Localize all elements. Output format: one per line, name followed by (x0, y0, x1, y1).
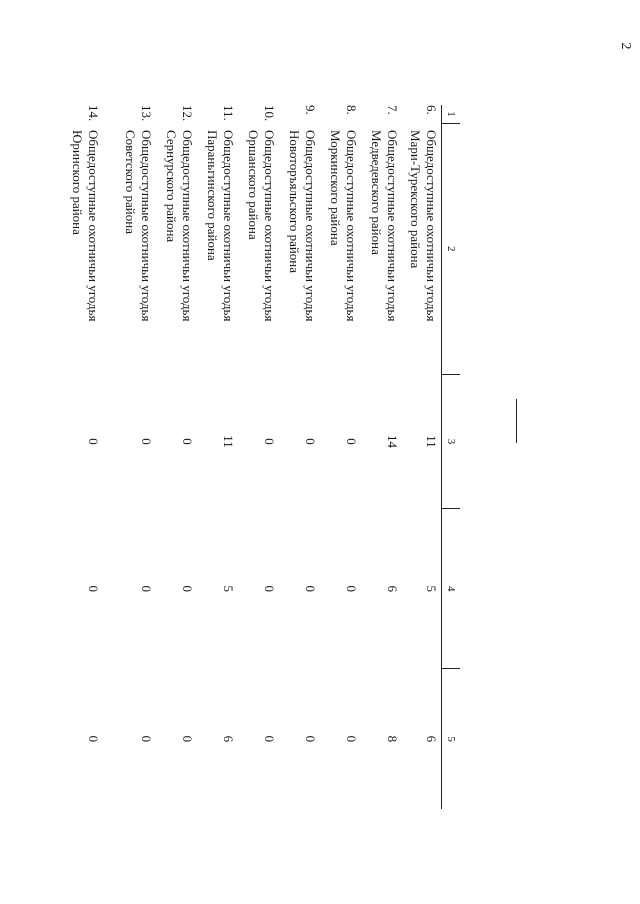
row-name-line1: Общедоступные охотничьи угодья (139, 130, 154, 322)
row-col-5-value: 6 (424, 735, 439, 743)
row-name-line2: Оршанского района (246, 130, 261, 240)
table-row (195, 105, 236, 809)
row-name-cell (236, 105, 277, 374)
row-col-3-value: 0 (344, 438, 359, 445)
row-col-3-value: 14 (385, 435, 400, 448)
row-col-4-value: 5 (221, 585, 236, 593)
table-row (60, 105, 113, 809)
row-name-line2: Параньгинского района (205, 130, 220, 261)
row-name-line1: Общедоступные охотничьи угодья (86, 130, 101, 322)
table-row (113, 105, 154, 809)
row-col-3-value: 0 (262, 438, 277, 445)
row-number: 10. (262, 105, 277, 122)
row-col-4-value: 0 (344, 585, 359, 593)
row-name-cell (400, 105, 442, 374)
header-col-1: 1 (442, 105, 461, 123)
row-name-line1: Общедоступные охотничьи угодья (303, 130, 318, 322)
table-row (400, 105, 442, 809)
row-col-5-value: 0 (262, 735, 277, 743)
row-name-cell (359, 105, 400, 374)
header-col-2: 2 (442, 123, 461, 374)
page-number: 2 (618, 42, 633, 50)
table-row (277, 105, 318, 809)
row-name-line2: Юринского района (70, 130, 85, 235)
row-col-4-value: 0 (139, 585, 154, 593)
header-col-4: 4 (442, 509, 461, 669)
row-name-line1: Общедоступные охотничьи угодья (262, 130, 277, 322)
header-col-5: 5 (442, 669, 461, 809)
row-name-line2: Советского района (123, 130, 138, 234)
row-name-line2: Мари-Турекского района (408, 130, 423, 269)
row-col-5-value: 6 (221, 735, 236, 743)
row-name-line2: Моркинского района (328, 130, 343, 246)
row-name-line1: Общедоступные охотничьи угодья (385, 130, 400, 322)
row-name-line1: Общедоступные охотничьи угодья (424, 130, 439, 322)
row-number: 11. (221, 105, 236, 121)
row-number: 9. (303, 105, 318, 115)
row-number: 6. (424, 105, 439, 115)
row-col-3-value: 0 (86, 438, 101, 445)
row-col-3-value: 11 (424, 435, 439, 448)
row-col-3-value: 0 (303, 438, 318, 445)
row-col-5-value: 0 (139, 735, 154, 743)
rotated-table-sheet (60, 105, 460, 809)
row-number: 13. (139, 105, 154, 122)
row-col-4-value: 0 (303, 585, 318, 593)
header-col-3: 3 (442, 374, 461, 509)
row-number: 7. (385, 105, 400, 115)
row-name-line2: Новоторъяльского района (287, 130, 302, 274)
row-col-3-value: 11 (221, 435, 236, 448)
row-col-3-value: 0 (139, 438, 154, 445)
row-number: 8. (344, 105, 359, 115)
row-name-cell (318, 105, 359, 374)
table-row (154, 105, 195, 809)
table-header-row (442, 105, 461, 809)
row-col-4-value: 0 (180, 585, 195, 593)
row-number: 14. (86, 105, 101, 122)
row-name-line1: Общедоступные охотничьи угодья (180, 130, 195, 322)
row-name-cell (154, 105, 195, 374)
closing-divider-line (516, 399, 517, 443)
table-row (318, 105, 359, 809)
row-col-4-value: 0 (86, 585, 101, 593)
row-col-5-value: 0 (303, 735, 318, 743)
row-name-line1: Общедоступные охотничьи угодья (221, 130, 236, 322)
row-name-line1: Общедоступные охотничьи угодья (344, 130, 359, 322)
hunting-grounds-table (60, 105, 460, 809)
row-col-4-value: 5 (424, 585, 439, 593)
row-col-3-value: 0 (180, 438, 195, 445)
row-number: 12. (180, 105, 195, 122)
row-name-cell (195, 105, 236, 374)
row-col-4-value: 6 (385, 585, 400, 593)
table-row (359, 105, 400, 809)
row-col-5-value: 0 (180, 735, 195, 743)
table-row (236, 105, 277, 809)
row-col-5-value: 0 (344, 735, 359, 743)
row-col-5-value: 8 (385, 735, 400, 743)
row-name-cell (277, 105, 318, 374)
row-col-4-value: 0 (262, 585, 277, 593)
row-name-cell (60, 105, 113, 374)
row-name-cell (113, 105, 154, 374)
row-name-line2: Сернурского района (164, 130, 179, 243)
row-name-line2: Медведевского района (369, 130, 384, 255)
row-col-5-value: 0 (86, 735, 101, 743)
